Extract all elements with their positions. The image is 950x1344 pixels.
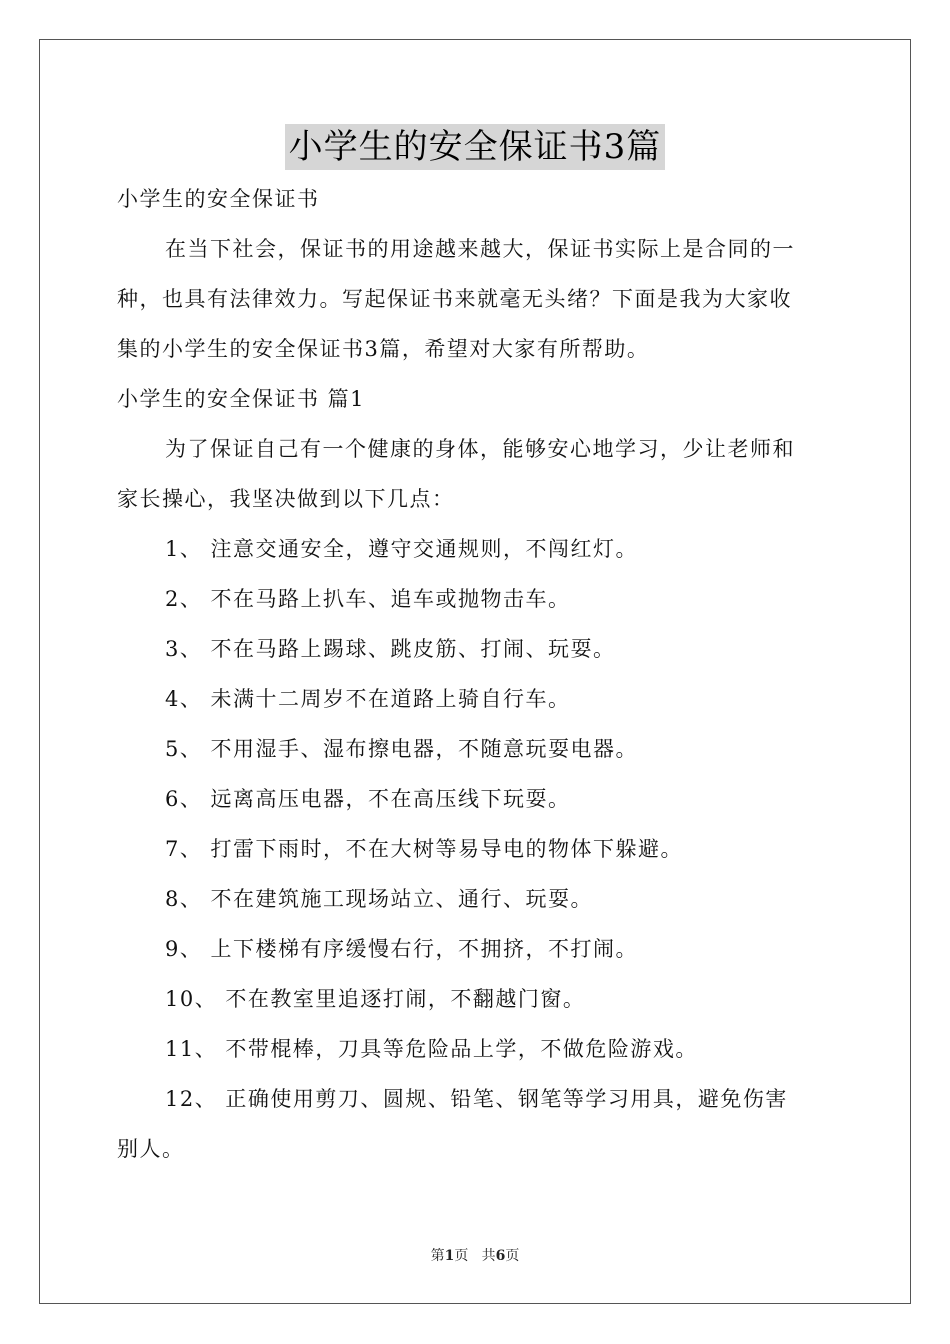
intro-line-1: 在当下社会，保证书的用途越来越大，保证书实际上是合同的一 — [165, 237, 795, 261]
list-item-4: 4、 未满十二周岁不在道路上骑自行车。 — [165, 687, 571, 711]
list-item-7: 7、 打雷下雨时，不在大树等易导电的物体下躲避。 — [165, 837, 684, 861]
list-item-3: 3、 不在马路上踢球、跳皮筋、打闹、玩耍。 — [165, 637, 616, 661]
intro-line-2: 种，也具有法律效力。写起保证书来就毫无头绪？下面是我为大家收 — [117, 287, 792, 311]
intro-line-3: 集的小学生的安全保证书3篇，希望对大家有所帮助。 — [117, 337, 650, 361]
subtitle: 小学生的安全保证书 — [117, 187, 320, 211]
list-item-11: 11、 不带棍棒，刀具等危险品上学，不做危险游戏。 — [165, 1037, 698, 1061]
list-item-12-line-2: 别人。 — [117, 1137, 185, 1161]
list-item-5: 5、 不用湿手、湿布擦电器，不随意玩耍电器。 — [165, 737, 639, 761]
list-item-6: 6、 远离高压电器，不在高压线下玩耍。 — [165, 787, 571, 811]
list-item-8: 8、 不在建筑施工现场站立、通行、玩耍。 — [165, 887, 594, 911]
list-item-10: 10、 不在教室里追逐打闹，不翻越门窗。 — [165, 987, 586, 1011]
footer-page-prefix: 第 — [430, 1248, 445, 1264]
footer-total-pages: 6 — [495, 1248, 506, 1264]
list-item-1: 1、 注意交通安全，遵守交通规则，不闯红灯。 — [165, 537, 639, 561]
footer-total-suffix: 页 — [505, 1248, 520, 1264]
footer-total-prefix: 共 — [481, 1248, 496, 1264]
list-item-9: 9、 上下楼梯有序缓慢右行，不拥挤，不打闹。 — [165, 937, 639, 961]
footer-page-number: 1 — [444, 1248, 455, 1264]
section-intro-line-1: 为了保证自己有一个健康的身体，能够安心地学习，少让老师和 — [165, 437, 795, 461]
document-title: 小学生的安全保证书3篇 — [285, 124, 666, 170]
title-container — [0, 124, 950, 170]
page-border — [39, 39, 911, 1304]
footer-page-suffix: 页 — [454, 1248, 469, 1264]
list-item-2: 2、 不在马路上扒车、追车或抛物击车。 — [165, 587, 571, 611]
list-item-12-line-1: 12、 正确使用剪刀、圆规、铅笔、钢笔等学习用具，避免伤害 — [165, 1087, 788, 1111]
section-intro-line-2: 家长操心，我坚决做到以下几点： — [117, 487, 455, 511]
section-heading: 小学生的安全保证书 篇1 — [117, 387, 366, 411]
page-footer — [0, 1247, 950, 1265]
